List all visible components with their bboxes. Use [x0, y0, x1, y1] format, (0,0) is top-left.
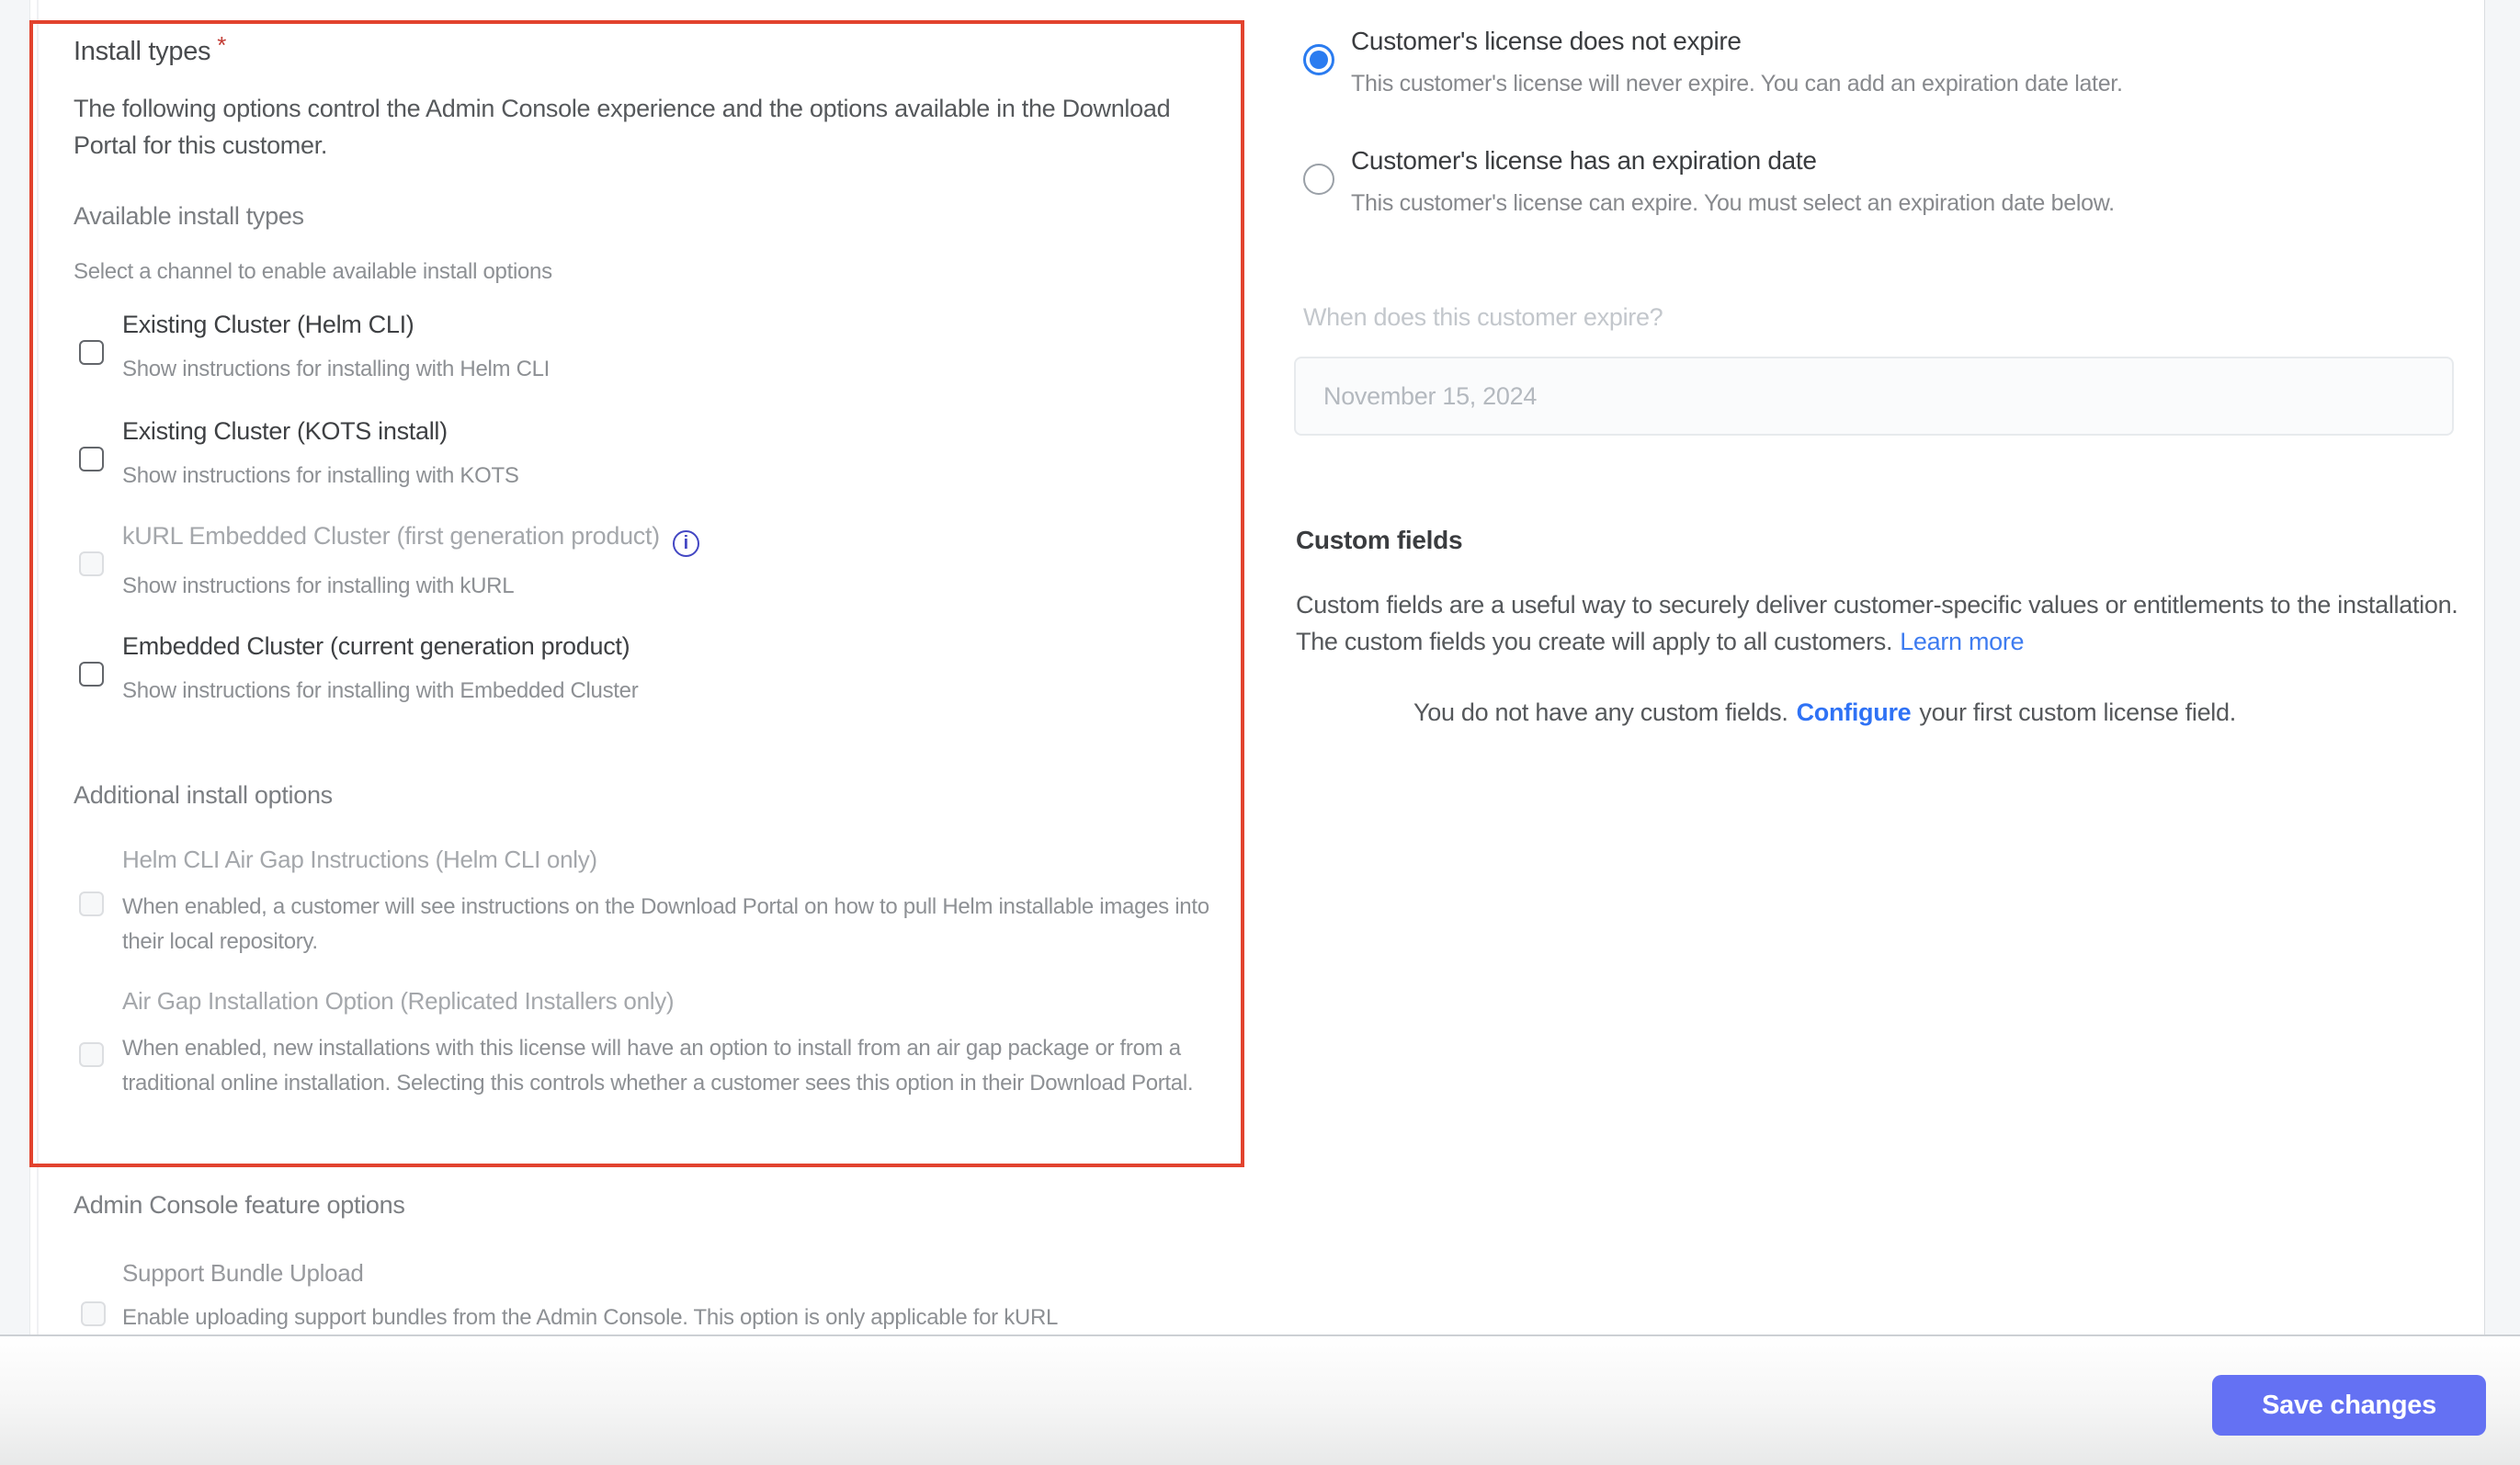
- option-row-air-gap-installation: [74, 985, 1250, 1101]
- option-description: Enable uploading support bundles from the Admin Console. This option is only applicable for kURL: [122, 1305, 1059, 1330]
- option-label: Support Bundle Upload: [122, 1259, 364, 1287]
- page-left-rail: [0, 0, 30, 1334]
- install-type-description: Show instructions for installing with Helm CLI: [122, 357, 551, 381]
- radio-unselected[interactable]: [1303, 164, 1334, 195]
- required-asterisk: *: [217, 31, 227, 59]
- option-row-helm-air-gap: [74, 844, 1250, 960]
- checkbox-helm-cli[interactable]: [79, 340, 104, 365]
- admin-console-feature-options-heading: Admin Console feature options: [74, 1191, 405, 1219]
- install-type-label: kURL Embedded Cluster (first generation product) i: [122, 520, 1250, 557]
- install-type-row-helm-cli: [74, 309, 1250, 386]
- radio-description: This customer's license can expire. You must select an expiration date below.: [1351, 190, 2115, 216]
- additional-install-options-heading: Additional install options: [74, 781, 333, 809]
- save-changes-button[interactable]: Save changes: [2212, 1375, 2486, 1436]
- checkbox-helm-air-gap: [79, 891, 104, 916]
- custom-fields-empty-state: You do not have any custom fields. Configure your first custom license field.: [1413, 698, 2236, 726]
- install-types-heading: Install types *: [74, 31, 227, 66]
- channel-hint-text: Select a channel to enable available install options: [74, 259, 552, 284]
- checkbox-kots[interactable]: [79, 447, 104, 471]
- card-left-edge: [37, 0, 39, 1334]
- option-label: Air Gap Installation Option (Replicated Installers only): [122, 987, 675, 1015]
- option-label: Helm CLI Air Gap Instructions (Helm CLI only): [122, 846, 597, 873]
- checkbox-air-gap-installation: [79, 1042, 104, 1067]
- expiration-date-input: [1294, 357, 2454, 436]
- radio-row-license-does-not-expire: [1294, 26, 2489, 99]
- radio-selected[interactable]: [1303, 44, 1334, 75]
- radio-label[interactable]: Customer's license does not expire: [1351, 27, 1742, 55]
- learn-more-link[interactable]: Learn more: [1900, 628, 2025, 655]
- radio-label[interactable]: Customer's license has an expiration date: [1351, 146, 1817, 175]
- install-types-description: The following options control the Admin Console experience and the options available in the Download Portal for this customer.: [74, 95, 1171, 159]
- radio-row-license-has-expiration: [1294, 145, 2489, 219]
- vertical-scrollbar-track[interactable]: [2484, 0, 2520, 1334]
- custom-fields-description: Custom fields are a useful way to securely deliver customer-specific values or entitlements to the installation. The custom fields you create will apply to all customers. Learn more: [1296, 591, 2458, 655]
- install-type-description: Show instructions for installing with kURL: [122, 574, 515, 598]
- install-type-row-kots: [74, 415, 1250, 493]
- info-icon[interactable]: i: [673, 530, 699, 557]
- expiration-date-label: When does this customer expire?: [1303, 303, 1663, 331]
- checkbox-embedded-cluster[interactable]: [79, 662, 104, 687]
- install-type-row-kurl: [74, 520, 1250, 603]
- install-type-label[interactable]: Existing Cluster (KOTS install): [122, 417, 448, 445]
- install-type-description: Show instructions for installing with Embedded Cluster: [122, 678, 639, 703]
- license-expiration-panel: [1294, 0, 2498, 1334]
- install-type-label[interactable]: Existing Cluster (Helm CLI): [122, 311, 414, 338]
- configure-link[interactable]: Configure: [1796, 698, 1912, 726]
- install-type-row-embedded-cluster: [74, 630, 1250, 708]
- option-row-support-bundle-upload: [74, 1257, 1268, 1334]
- checkbox-kurl: [79, 551, 104, 576]
- checkbox-support-bundle-upload: [81, 1301, 106, 1326]
- install-type-label[interactable]: Embedded Cluster (current generation product): [122, 632, 630, 660]
- option-description: When enabled, a customer will see instructions on the Download Portal on how to pull Helm installable images into their local repository.: [122, 894, 1209, 954]
- footer-bar: [0, 1334, 2520, 1465]
- available-install-types-heading: Available install types: [74, 202, 304, 230]
- custom-fields-heading: Custom fields: [1296, 526, 1463, 554]
- option-description: When enabled, new installations with this license will have an option to install from an air gap package or from a traditional online installation. Selecting this controls whether a customer sees this option in their Download Portal.: [122, 1036, 1194, 1096]
- install-type-description: Show instructions for installing with KOTS: [122, 463, 519, 488]
- radio-description: This customer's license will never expire. You can add an expiration date later.: [1351, 71, 2123, 97]
